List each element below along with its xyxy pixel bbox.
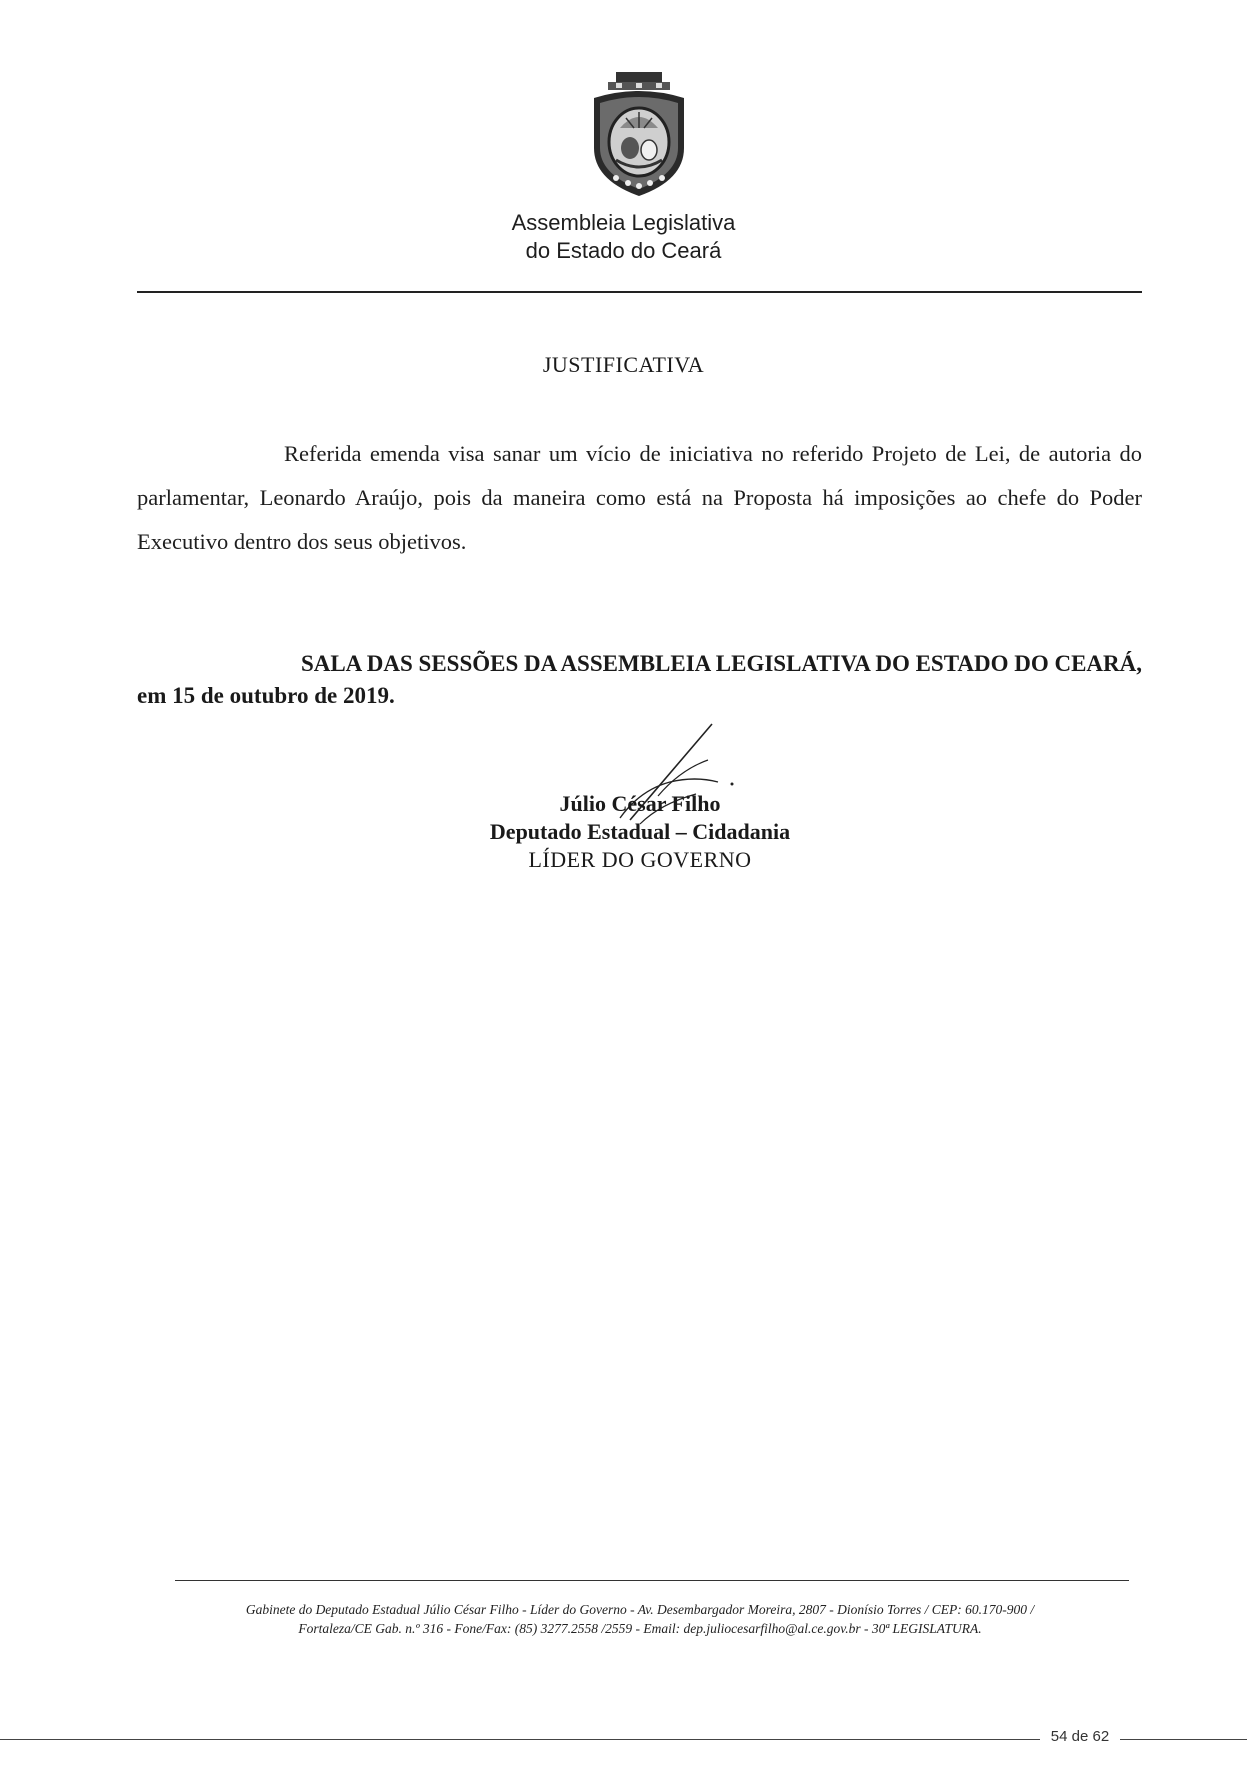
footer-address-line2: Fortaleza/CE Gab. n.º 316 - Fone/Fax: (85) 3277.2558 /2559 - Email: dep.juliocesarfilho@al.ce.gov.br - 30ª LEGISLATURA. <box>298 1621 982 1636</box>
signatory-role: Deputado Estadual – Cidadania <box>489 819 791 844</box>
closing-line1: SALA DAS SESSÕES DA ASSEMBLEIA LEGISLATIVA DO ESTADO DO CEARÁ, <box>300 651 1142 676</box>
closing-date: em 15 de outubro de 2019. <box>137 683 395 708</box>
signatory-name: Júlio César Filho <box>559 791 721 816</box>
justification-paragraph: Referida emenda visa sanar um vício de iniciativa no referido Projeto de Lei, de autoria do parlamentar, Leonardo Araújo, pois da maneira como está na Proposta há imposições ao chefe do Poder Executivo dentro dos seus objetivos. <box>137 441 1142 554</box>
document-heading: JUSTIFICATIVA <box>542 352 705 377</box>
page-number: 54 de 62 <box>1040 1728 1120 1745</box>
closing-block <box>137 648 1142 712</box>
signature-block <box>420 790 860 874</box>
coat-of-arms-icon <box>586 70 692 200</box>
institution-name-line2: do Estado do Ceará <box>525 238 722 263</box>
header-divider <box>137 291 1142 293</box>
footer-address-line1: Gabinete do Deputado Estadual Júlio César Filho - Líder do Governo - Av. Desembargador Moreira, 2807 - Dionísio Torres / CEP: 60.170-900 / <box>245 1602 1035 1617</box>
signatory-title: LÍDER DO GOVERNO <box>528 847 752 872</box>
footer-divider <box>175 1580 1129 1581</box>
institution-name-line1: Assembleia Legislativa <box>511 210 736 235</box>
